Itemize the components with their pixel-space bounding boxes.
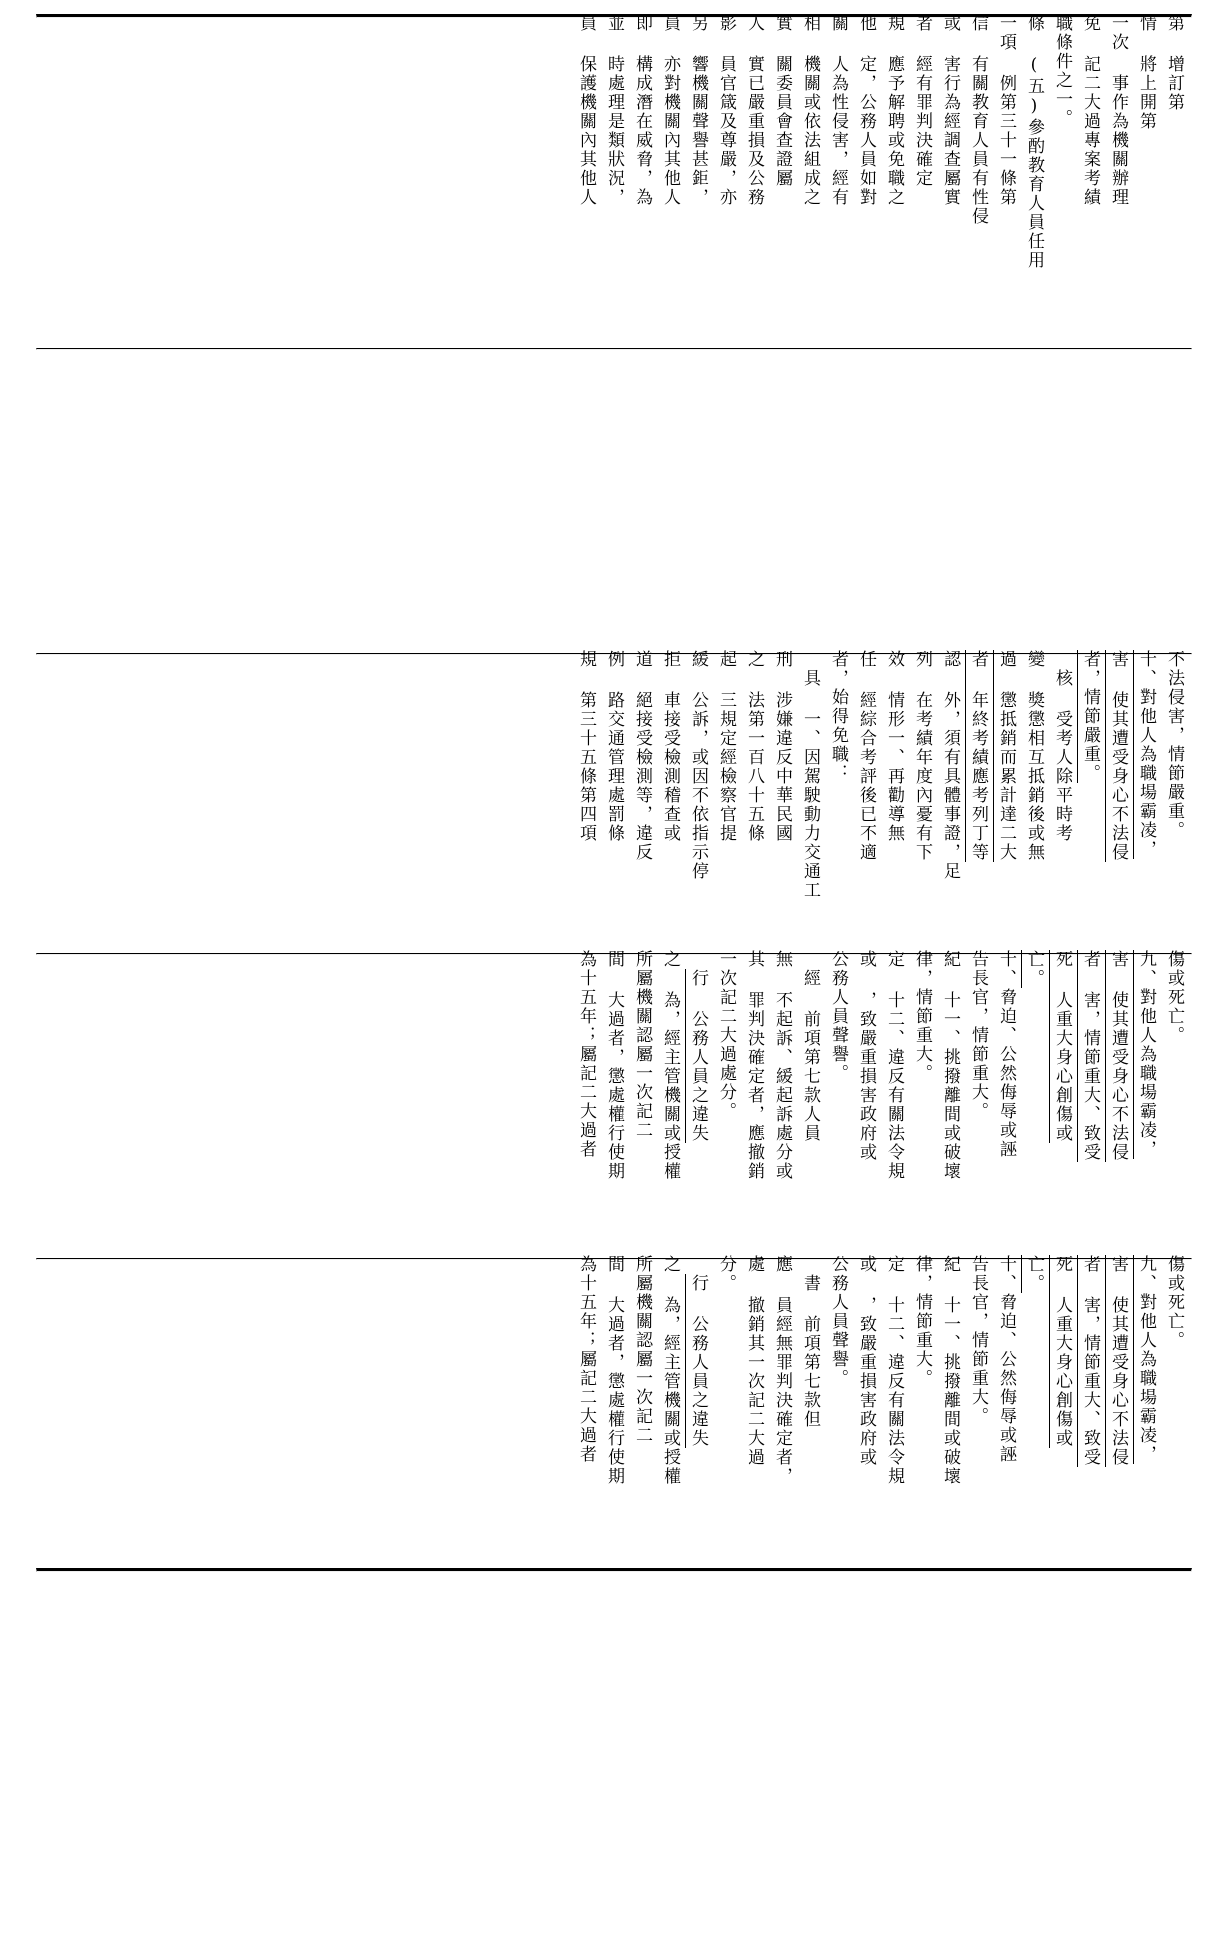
text-column: 員 亦對機關內其他人 <box>660 14 680 207</box>
text-column: 其 罪判決確定者，應撤銷 <box>744 950 764 1181</box>
text-column: 過 懲抵銷而累計達二大 <box>996 650 1016 862</box>
text-column: 變 獎懲相互抵銷後或無 <box>1024 650 1044 862</box>
text-column: 公務人員聲譽。 <box>828 1255 848 1388</box>
text-column: 具 一、因駕駛動力交通工 <box>800 669 820 900</box>
text-column: 實 關委員會查證屬 <box>772 14 792 188</box>
text-column: 律，情節重大。 <box>912 950 932 1083</box>
text-column: 所屬機關認屬一次記二 <box>632 1255 652 1445</box>
text-column: 另 響機關聲譽甚鉅， <box>688 14 708 207</box>
text-column: 公務人員聲譽。 <box>828 950 848 1083</box>
text-column: 起 三規定經檢察官提 <box>716 650 736 843</box>
text-section-lower <box>566 950 1182 1181</box>
text-column: 條 (五)參酌教育人員任用 <box>1024 14 1044 270</box>
text-column: 害 使其遭受身心不法侵 <box>1108 650 1128 862</box>
text-column: 經 前項第七款人員 <box>800 969 820 1143</box>
text-section-middle <box>566 650 1182 900</box>
text-column: 信 有關教育人員有性侵 <box>968 14 988 226</box>
text-column: 紀 十一、挑撥離間或破壞 <box>940 1255 960 1486</box>
text-section-bottom <box>566 1255 1182 1486</box>
text-column: 認 外，須有具體事證，足 <box>940 650 960 881</box>
text-column: 不法侵害，情節嚴重。 <box>1164 650 1184 840</box>
text-column: 定 十二、違反有關法令規 <box>884 950 904 1181</box>
text-column: 死 人重大身心創傷或 <box>1052 950 1072 1143</box>
text-column: 九、對他人為職場霸凌， <box>1136 950 1156 1159</box>
text-column: 規 應予解聘或免職之 <box>884 14 904 207</box>
text-column: 人 實已嚴重損及公務 <box>744 14 764 207</box>
text-column: 亡。 <box>1024 1255 1044 1293</box>
text-column: 員 保護機關內其他人 <box>576 14 596 207</box>
text-column: 為十五年；屬記二大過者 <box>576 1255 596 1464</box>
text-column: 無 不起訴、緩起訴處分或 <box>772 950 792 1181</box>
text-column: 之 為，經主管機關或授權 <box>660 1255 680 1486</box>
text-column: 應 員經無罪判決確定者， <box>772 1255 792 1486</box>
text-column: 十、脅迫、公然侮辱或誣 <box>996 1255 1016 1464</box>
text-column: 核 受考人除平時考 <box>1052 669 1072 843</box>
text-column: 任 經綜合考評後已不適 <box>856 650 876 862</box>
text-column: 或 ，致嚴重損害政府或 <box>856 950 876 1162</box>
text-column: 刑 涉嫌違反中華民國 <box>772 650 792 843</box>
text-column: 定 十二、違反有關法令規 <box>884 1255 904 1486</box>
text-column: 或 ，致嚴重損害政府或 <box>856 1255 876 1467</box>
text-section-top <box>566 14 1182 270</box>
text-column: 為十五年；屬記二大過者 <box>576 950 596 1159</box>
text-column: 害 使其遭受身心不法侵 <box>1108 1255 1128 1467</box>
text-column: 行 公務人員之違失 <box>688 969 708 1143</box>
text-column: 第 增訂第 <box>1164 14 1184 112</box>
text-column: 他 定，公務人員如對 <box>856 14 876 207</box>
text-column: 拒 車接受檢測稽查或 <box>660 650 680 843</box>
text-column: 者 經有罪判決確定 <box>912 14 932 188</box>
text-column: 緩 公訴，或因不依指示停 <box>688 650 708 881</box>
text-column: 一次記二大過處分。 <box>716 950 736 1121</box>
text-column: 所屬機關認屬一次記二 <box>632 950 652 1140</box>
text-column: 關 人為性侵害，經有 <box>828 14 848 207</box>
text-column: 情 將上開第 <box>1136 14 1156 131</box>
text-column: 即 構成潛在威脅，為 <box>632 14 652 207</box>
text-column: 間 大過者，懲處權行使期 <box>604 1255 624 1486</box>
text-column: 紀 十一、挑撥離間或破壞 <box>940 950 960 1181</box>
text-column: 之 為，經主管機關或授權 <box>660 950 680 1181</box>
text-column: 死 人重大身心創傷或 <box>1052 1255 1072 1448</box>
text-column: 律，情節重大。 <box>912 1255 932 1388</box>
text-column: 害 使其遭受身心不法侵 <box>1108 950 1128 1162</box>
text-column: 效 情形一、再勸導無 <box>884 650 904 843</box>
text-column: 傷或死亡。 <box>1164 1255 1184 1350</box>
text-column: 者，情節嚴重。 <box>1080 650 1100 783</box>
text-column: 告長官，情節重大。 <box>968 950 988 1121</box>
text-column: 規 第三十五條第四項 <box>576 650 596 843</box>
text-column: 間 大過者，懲處權行使期 <box>604 950 624 1181</box>
text-column: 十、對他人為職場霸凌， <box>1136 650 1156 859</box>
text-column: 道 絕接受檢測等，違反 <box>632 650 652 862</box>
text-column: 例 路交通管理處罰條 <box>604 650 624 843</box>
text-column: 或 害行為經調查屬實 <box>940 14 960 207</box>
text-column: 免 記二大過專案考績 <box>1080 14 1100 207</box>
text-column: 分。 <box>716 1255 736 1293</box>
text-column: 九、對他人為職場霸凌， <box>1136 1255 1156 1464</box>
text-column: 告長官，情節重大。 <box>968 1255 988 1426</box>
text-column: 傷或死亡。 <box>1164 950 1184 1045</box>
text-column: 者 害，情節重大、致受 <box>1080 950 1100 1162</box>
text-column: 書 前項第七款但 <box>800 1274 820 1429</box>
text-column: 相 機關或依法組成之 <box>800 14 820 207</box>
horizontal-rule-bottom <box>36 1568 1192 1572</box>
text-column: 影 員官箴及尊嚴，亦 <box>716 14 736 207</box>
text-column: 處 撤銷其一次記二大過 <box>744 1255 764 1467</box>
text-column: 職條件之一。 <box>1052 14 1072 128</box>
text-column: 亡。 <box>1024 950 1044 988</box>
text-column: 並 時處理是類狀況， <box>604 14 624 207</box>
text-column: 一次 事作為機關辦理 <box>1108 14 1128 207</box>
horizontal-rule-after-top-section <box>36 348 1192 350</box>
text-column: 之 法第一百八十五條 <box>744 650 764 843</box>
text-column: 者 害，情節重大、致受 <box>1080 1255 1100 1467</box>
text-column: 者，始得免職： <box>828 650 848 783</box>
text-column: 列 在考績年度內憂有下 <box>912 650 932 862</box>
text-column: 行 公務人員之違失 <box>688 1274 708 1448</box>
text-column: 十、脅迫、公然侮辱或誣 <box>996 950 1016 1159</box>
text-column: 者 年終考績應考列丁等 <box>968 650 988 862</box>
text-column: 一項 例第三十一條第 <box>996 14 1016 207</box>
